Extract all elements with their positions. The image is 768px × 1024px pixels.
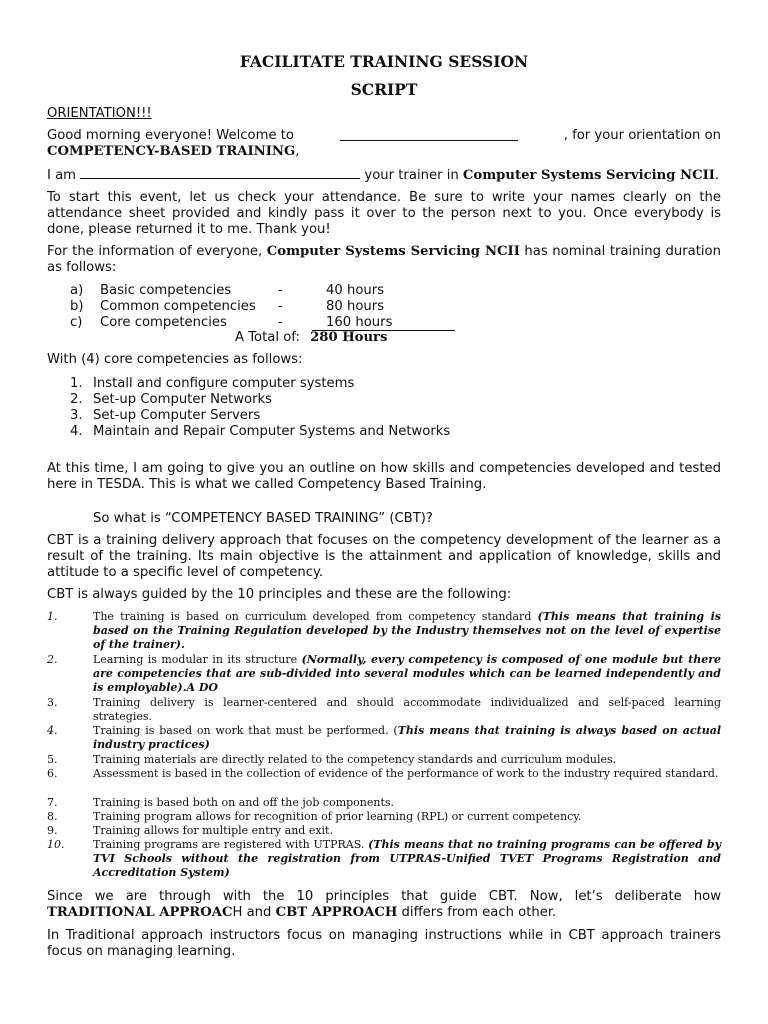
principle-number: 7.: [47, 796, 58, 809]
cbt-question: So what is “COMPETENCY BASED TRAINING” (CBT)?: [93, 511, 433, 526]
outline-paragraph: At this time, I am going to give you an outline on how skills and competencies developed and tested here in TESDA. This is what we called Competency Based Training.: [47, 461, 721, 492]
total-label: A Total of:: [235, 330, 300, 345]
greeting-line: [47, 128, 721, 144]
principle-text: Learning is modular in its structure: [93, 653, 302, 666]
cbt-approach-bold: CBT APPROACH: [275, 905, 398, 920]
duration-hours: 40 hours: [326, 283, 385, 298]
principle-item: [93, 838, 721, 880]
principle-item: [93, 653, 721, 695]
duration-name: Core competencies: [100, 315, 227, 330]
attendance-paragraph: To start this event, let us check your attendance. Be sure to write your names clearly on the attendance sheet provided and kindly pass it over to the person next to you. Once everybody is done, please returned it to me. Thank you!: [47, 190, 721, 237]
total-line: [235, 330, 387, 346]
principle-number: 3.: [47, 696, 58, 709]
principle-number: 6.: [47, 767, 58, 780]
trainer-paragraph: [47, 166, 721, 184]
traditional-bold: TRADITIONAL APPROAC: [47, 905, 233, 920]
principle-note: (This means that training is based on the Training Regulation developed by the Industry themselves not on the level of expertise of the trainer).: [93, 610, 721, 651]
principle-number: 1.: [47, 610, 58, 623]
orientation-heading: ORIENTATION!!!: [47, 106, 152, 121]
duration-dash: -: [278, 315, 283, 330]
duration-intro: [47, 244, 721, 276]
principle-number: 5.: [47, 753, 58, 766]
core-number: 4.: [70, 424, 83, 439]
total-value: 280 Hours: [310, 330, 388, 345]
since-mid: H and: [232, 905, 272, 920]
duration-hours: 160 hours: [326, 315, 393, 330]
info-pre: For the information of everyone,: [47, 244, 263, 259]
greeting-text: Good morning everyone! Welcome to: [47, 128, 294, 143]
principle-item: [93, 810, 721, 824]
principles-intro: CBT is always guided by the 10 principles and these are the following:: [47, 587, 512, 602]
traditional-paragraph: In Traditional approach instructors focus on managing instructions while in CBT approach trainers focus on managing learning.: [47, 928, 721, 959]
info-post: has nominal training duration as follows:: [47, 244, 721, 275]
principle-text: Training allows for multiple entry and exit.: [93, 824, 333, 837]
principle-item: [93, 824, 721, 838]
principle-note: This means that training is always based on actual industry practices): [93, 724, 721, 751]
principle-text: Training is based on work that must be performed. (: [93, 724, 398, 737]
core-number: 2.: [70, 392, 83, 407]
principle-text: Training programs are registered with UTPRAS.: [93, 838, 369, 851]
principle-item: [93, 753, 721, 767]
principle-note: (Normally, every competency is composed of one module but there are competencies that are sub-divided into several modules which can be learned independently and is employable).A DO: [93, 653, 721, 694]
core-item: Install and configure computer systems: [93, 376, 355, 391]
core-number: 1.: [70, 376, 83, 391]
principle-number: 9.: [47, 824, 58, 837]
trainer-post: .: [714, 168, 720, 183]
trainer-pre: I am: [47, 168, 77, 183]
core-intro: With (4) core competencies as follows:: [47, 352, 303, 367]
trainer-mid: your trainer in: [364, 168, 459, 183]
principle-text: Training materials are directly related to the competency standards and curriculum modules.: [93, 753, 617, 766]
principle-number: 8.: [47, 810, 58, 823]
principle-note: (This means that no training programs can be offered by TVI Schools without the registration from UTPRAS-Unified TVET Programs Registration and Accreditation System): [93, 838, 721, 879]
since-post: differs from each other.: [401, 905, 557, 920]
duration-name: Common competencies: [100, 299, 256, 314]
principle-item: [93, 610, 721, 652]
document-title: FACILITATE TRAINING SESSION: [239, 52, 529, 71]
core-item: Set-up Computer Servers: [93, 408, 261, 423]
principle-text: Assessment is based in the collection of evidence of the performance of work to the industry required standard.: [93, 767, 719, 780]
principle-number: 4.: [47, 724, 58, 737]
principle-text: Training is based both on and off the job components.: [93, 796, 395, 809]
blank-line: [340, 128, 518, 141]
info-bold: Computer Systems Servicing NCII: [266, 244, 520, 259]
since-pre: Since we are through with the 10 principles that guide CBT. Now, let’s deliberate how: [47, 889, 721, 904]
principle-item: [93, 724, 721, 752]
duration-dash: -: [278, 283, 283, 298]
cbt-definition: CBT is a training delivery approach that focuses on the competency development of the learner as a result of the training. Its main objective is the attainment and application of knowledge, skills and attitude to a specific level of competency.: [47, 533, 721, 580]
cbt-bold: COMPETENCY-BASED TRAINING: [47, 144, 296, 159]
duration-letter: a): [70, 283, 84, 298]
greeting-post: ,: [295, 144, 300, 159]
principle-item: [93, 767, 721, 781]
principle-item: [93, 696, 721, 724]
duration-letter: c): [70, 315, 83, 330]
core-number: 3.: [70, 408, 83, 423]
duration-hours: 80 hours: [326, 299, 385, 314]
core-item: Maintain and Repair Computer Systems and Networks: [93, 424, 451, 439]
duration-dash: -: [278, 299, 283, 314]
greeting-paragraph: [47, 128, 721, 160]
document-subtitle: SCRIPT: [350, 80, 418, 99]
qualification-bold: Computer Systems Servicing NCII: [462, 168, 715, 183]
principle-text: The training is based on curriculum developed from competency standard: [93, 610, 538, 623]
duration-letter: b): [70, 299, 84, 314]
since-paragraph: [47, 889, 721, 921]
blank-line: [80, 166, 360, 179]
duration-name: Basic competencies: [100, 283, 232, 298]
principle-text: Training program allows for recognition of prior learning (RPL) or current competency.: [93, 810, 582, 823]
greeting-text-mid: , for your orientation on: [563, 128, 721, 143]
core-item: Set-up Computer Networks: [93, 392, 273, 407]
principle-text: Training delivery is learner-centered and should accommodate individualized and self-paced learning strategies.: [93, 696, 721, 723]
principle-number: 2.: [47, 653, 58, 666]
principle-number: 10.: [47, 838, 65, 851]
principle-item: [93, 796, 721, 810]
